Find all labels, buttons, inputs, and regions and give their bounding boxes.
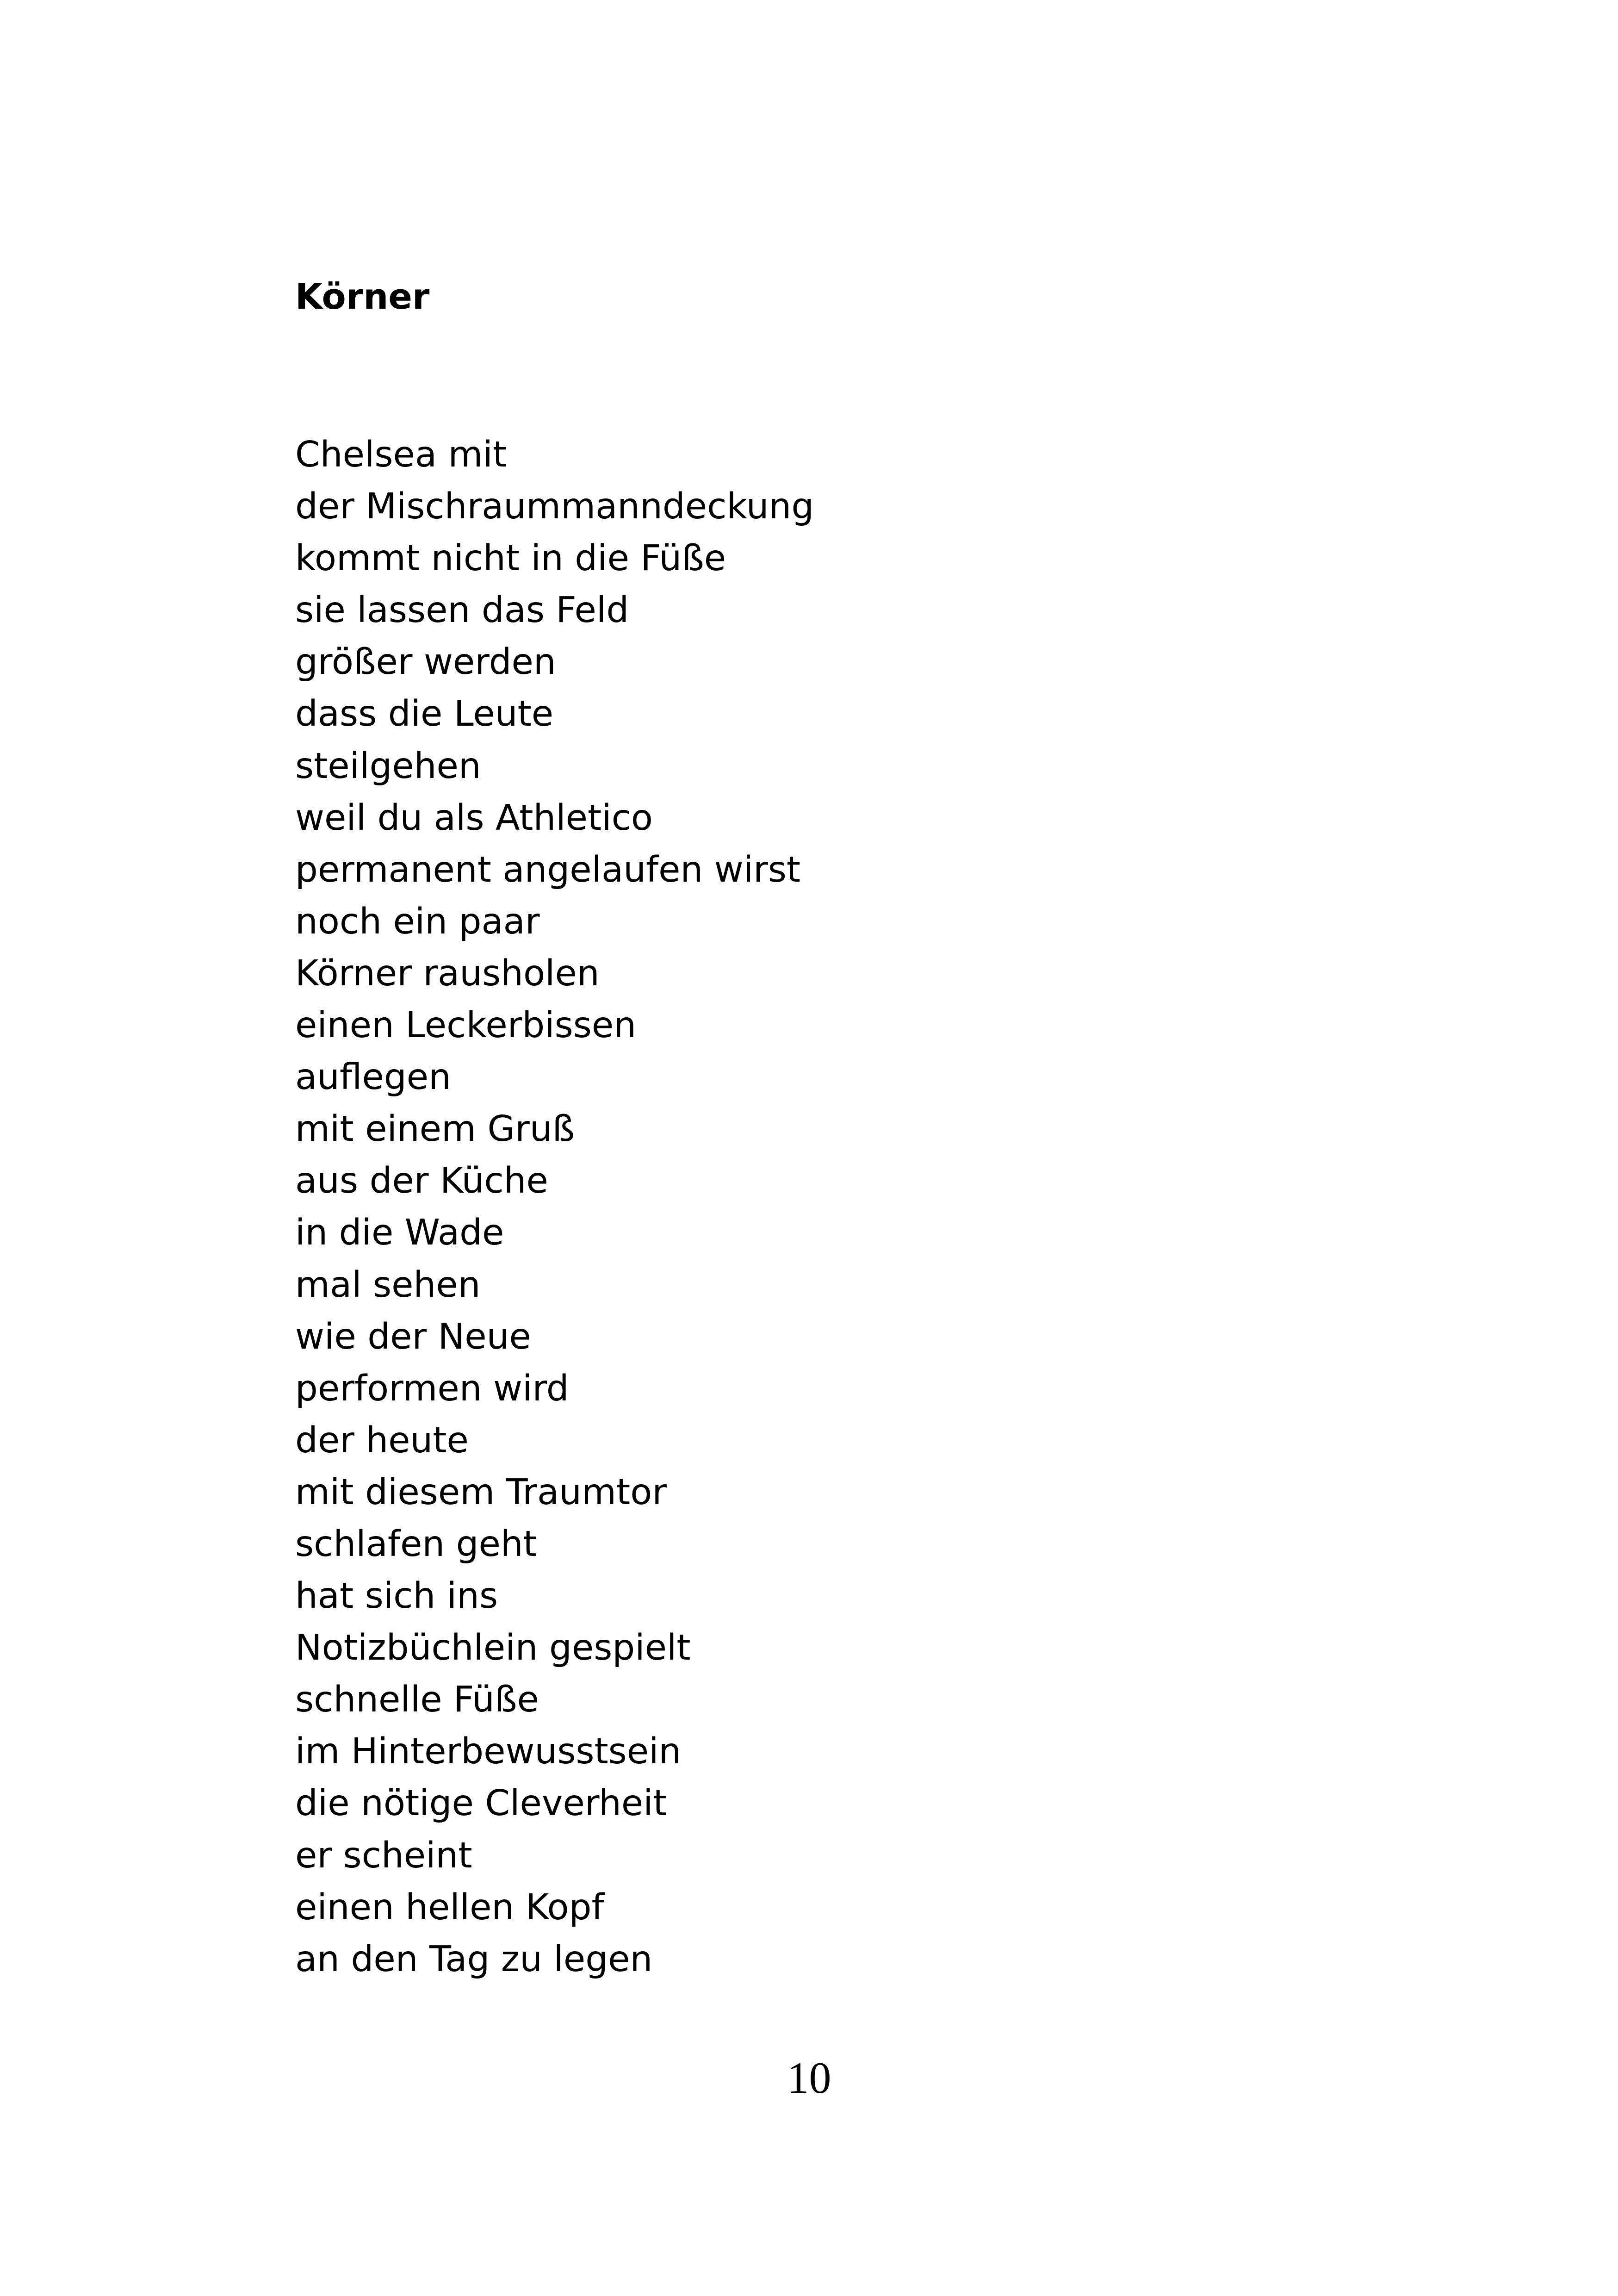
- poem-line: im Hinterbewusstsein: [295, 1731, 682, 1773]
- poem-line: schnelle Füße: [295, 1679, 539, 1721]
- poem-line: an den Tag zu legen: [295, 1938, 653, 1980]
- poem-title: Körner: [295, 276, 430, 317]
- poem-line: performen wird: [295, 1368, 569, 1409]
- poem-line: kommt nicht in die Füße: [295, 538, 726, 579]
- poem-body: [295, 429, 814, 1985]
- poem-line: die nötige Cleverheit: [295, 1783, 667, 1824]
- poem-line: auflegen: [295, 1057, 451, 1098]
- poem-line: dass die Leute: [295, 693, 554, 735]
- poem-line: weil du als Athletico: [295, 797, 653, 839]
- poem-line: Notizbüchlein gespielt: [295, 1627, 691, 1669]
- poem-line: mal sehen: [295, 1264, 481, 1306]
- poem-line: permanent angelaufen wirst: [295, 849, 801, 890]
- poem-line: aus der Küche: [295, 1160, 548, 1202]
- poem-line: schlafen geht: [295, 1523, 537, 1565]
- poem-line: mit einem Gruß: [295, 1108, 575, 1150]
- poem-line: hat sich ins: [295, 1575, 498, 1617]
- poem-line: sie lassen das Feld: [295, 590, 629, 631]
- poem-line: größer werden: [295, 641, 556, 683]
- poem-line: der heute: [295, 1419, 469, 1461]
- page-number: 10: [787, 2053, 831, 2103]
- poem-line: noch ein paar: [295, 901, 540, 942]
- poem-line: Körner rausholen: [295, 952, 600, 994]
- poem-line: in die Wade: [295, 1212, 504, 1254]
- poem-line: mit diesem Traumtor: [295, 1471, 667, 1513]
- poem-line: Chelsea mit: [295, 434, 507, 475]
- poem-line: einen Leckerbissen: [295, 1005, 637, 1046]
- poem-line: wie der Neue: [295, 1316, 531, 1357]
- poem-line: der Mischraummanndeckung: [295, 486, 814, 528]
- poem-line: steilgehen: [295, 745, 481, 787]
- poem-line: er scheint: [295, 1835, 472, 1876]
- poem-line: einen hellen Kopf: [295, 1886, 604, 1928]
